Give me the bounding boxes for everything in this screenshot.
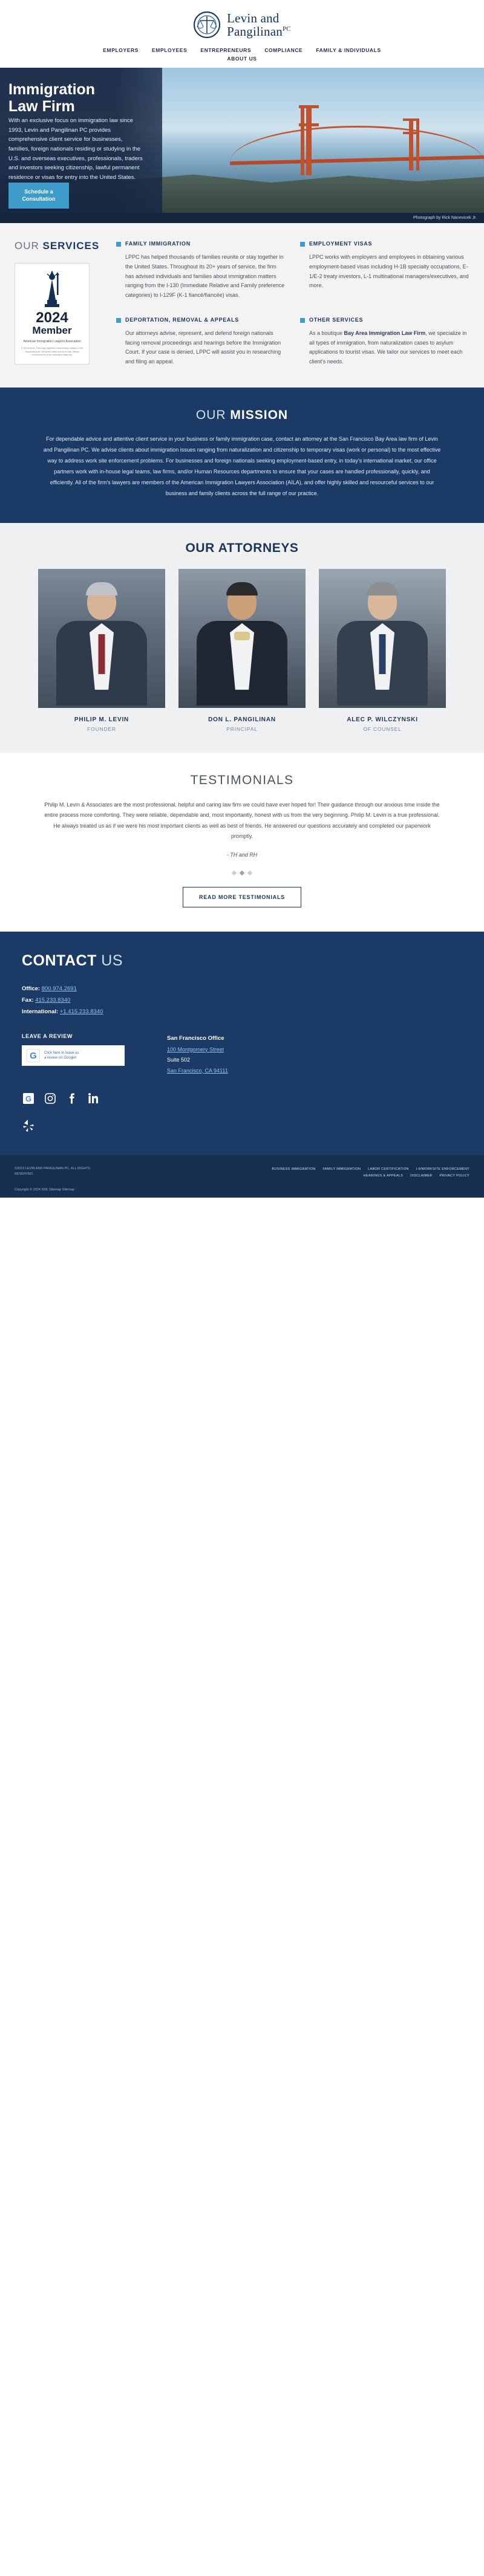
nav-item-about-us[interactable]: ABOUT US [227,56,257,62]
attorney-card[interactable] [178,569,306,732]
service-body: Our attorneys advise, represent, and defend foreign nationals facing removal proceedings and hearings before the Immigration Court. If your case is denied, LPPC will assist you in researching and filing an appeal. [125,329,281,365]
square-bullet-icon [300,318,305,323]
square-bullet-icon [116,242,121,247]
site-footer [0,1155,484,1198]
testimonial-pagination [42,871,442,875]
hero-description: With an exclusive focus on immigration law since 1993, Levin and Pangilinan PC provides comprehensive client service for businesses, families, foreign nationals residing or studying in the U.S. and overseas executives, professionals, traders and investors seeking citizenship, lawful permanent residence or visas for entry into the United States. [8,117,143,181]
hero-title-line-1: Immigration [8,81,96,98]
attorney-card[interactable] [38,569,165,732]
bridge-tower-near-crossbeam-1 [299,105,319,108]
contact-fax-line [22,994,462,1006]
yelp-icon [22,1118,35,1134]
leave-review-label: LEAVE A REVIEW [22,1033,73,1040]
footer-links-row-2 [266,1173,469,1179]
hero-banner [0,68,484,213]
google-review-button[interactable] [22,1045,125,1066]
square-bullet-icon [116,318,121,323]
footer-link-labor-certification[interactable]: LABOR CERTIFICATION [368,1167,409,1172]
mission-body: For dependable advice and attentive client service in your business or family immigration case, contact an attorney at the San Francisco Bay Area law firm of Levin and Pangilinan PC. We advise clients about immigration issues ranging from naturalization and citizenship to temporary visas (work or personal) to the most effective way to address work site enforcement problems. For businesses and foreign nationals seeking employment-based entry, in today's international market, our office partners work with in-house legal teams, law firms, and/or Human Resources departments to ensure that your cases are handled professionally, quickly, and efficiently. All of the firm's lawyers are members of the American Immigration Lawyers Association (AILA), and offer highly skilled and resourceful services to our business and family clients across the full range of our practice. [43,435,441,496]
google-review-text [44,1051,79,1060]
google-icon[interactable] [22,1092,35,1105]
contact-columns [22,1033,462,1076]
services-left-column [15,240,105,367]
sub-navigation [0,54,484,68]
photo-credit: Photograph by Rick Nanevicek Jr. [0,213,484,223]
contact-fax-number[interactable]: 415.233.8340 [35,997,71,1004]
service-body [300,329,469,367]
footer-link-i9-worksite-enforcement[interactable]: I-9/WORKSITE ENFORCEMENT [416,1167,469,1172]
statue-of-liberty-icon [20,270,84,307]
yelp-link[interactable] [22,1118,462,1137]
badge-association: American Immigration Lawyers Association [23,339,81,343]
badge-disclaimer: © 2024 AILA. This logo signifies membership status in the Association for the year noted and is not an official endorsement of an individual attorney. [21,346,83,357]
testimonials-section [0,753,484,932]
read-more-testimonials-button[interactable]: READ MORE TESTIMONIALS [183,887,301,907]
service-body-emphasis: Bay Area Immigration Law Firm [344,329,426,336]
google-review-line-1: Click here to leave us [44,1051,79,1055]
testimonial-author: - TH and RH [226,852,258,858]
service-card-other-services[interactable] [300,316,469,367]
bridge-tower-near-b [301,105,304,175]
pagination-dot-3[interactable] [247,871,252,875]
contact-office-phone[interactable]: 800.974.2691 [41,985,77,993]
instagram-icon[interactable] [44,1092,57,1105]
service-body: LPPC has helped thousands of families reunite or stay together in the United States. Throughout its 20+ years of service, the firm has advised individuals and families about immigration matters ranging from the I-130 (Immediate Relative and Family preference categories) to I-129F (K-1 fiancé/fiancée) visas. [125,254,285,299]
attorney-card[interactable] [319,569,446,732]
footer-links-row-1 [266,1166,469,1173]
bridge-tower-near-crossbeam-2 [299,123,319,126]
review-column [22,1033,143,1076]
service-card-deportation-removal-appeals[interactable] [116,316,286,367]
services-title-plain: OUR [15,240,43,251]
site-header [0,0,484,68]
footer-bottom-bar: Copyright © 2024 XML Sitemap Sitemap [15,1188,74,1192]
nav-item-entrepreneurs[interactable]: ENTREPRENEURS [200,47,252,53]
address-line-3[interactable] [167,1066,228,1077]
attorney-photo [319,569,446,708]
contact-intl-label: International: [22,1008,59,1016]
footer-link-business-immigration[interactable]: BUSINESS IMMIGRATION [272,1167,316,1172]
attorney-photo [38,569,165,708]
bridge-tower-far-b [416,118,419,170]
service-card-family-immigration[interactable] [116,240,286,300]
google-review-line-2: a review on Google! [44,1056,77,1060]
logo-wordmark [227,11,291,38]
contact-title-plain: US [101,952,123,970]
facebook-icon[interactable] [65,1092,79,1105]
footer-link-disclaimer[interactable]: DISCLAIMER [410,1174,433,1178]
service-title: DEPORTATION, REMOVAL & APPEALS [125,316,240,323]
office-name: San Francisco Office [167,1035,224,1042]
service-title: OTHER SERVICES [309,316,364,323]
attorney-name: ALEC P. WILCZYNSKI [347,716,418,723]
logo-line-1: Levin and [227,10,280,25]
social-links [22,1092,462,1105]
mission-title-bold: MISSION [230,407,289,422]
mission-title-plain: OUR [195,407,231,422]
office-address-column [167,1033,228,1076]
service-title: FAMILY IMMIGRATION [125,241,191,247]
linkedin-icon[interactable] [87,1092,100,1105]
services-section [0,223,484,388]
svg-text:G: G [25,1094,32,1104]
attorneys-section [0,523,484,753]
pagination-dot-1[interactable] [232,871,237,875]
attorney-photo [178,569,306,708]
main-navigation [0,45,484,54]
mission-section [0,388,484,523]
attorney-name: PHILIP M. LEVIN [74,716,129,723]
attorney-name: DON L. PANGILINAN [208,716,276,723]
bridge-tower-near [306,105,312,175]
badge-year: 2024 [36,310,68,326]
bridge-tower-far-crossbeam-1 [403,118,419,121]
service-body-pre: As a boutique [309,329,344,336]
service-card-employment-visas[interactable] [300,240,469,300]
footer-copyright: ©2023 LEVIN AND PANGILINAN PC. ALL RIGHTS RESERVED. [15,1167,90,1176]
contact-intl-number[interactable]: +1.415.233.8340 [59,1008,103,1016]
contact-international-line [22,1006,462,1017]
nav-item-employers[interactable]: EMPLOYERS [103,47,139,53]
contact-fax-label: Fax: [22,997,34,1004]
schedule-consultation-button[interactable] [8,183,69,209]
nav-item-family-individuals[interactable]: FAMILY & INDIVIDUALS [316,47,381,53]
attorney-role: FOUNDER [87,725,116,732]
schedule-consultation-line-1: Schedule a [24,189,53,195]
services-grid [116,240,469,367]
service-body-post: , we specialize in all types of immigration, from naturalization cases to asylum applications to tourist visas. We tailor our services to meet each client's needs. [309,329,467,365]
testimonials-title: TESTIMONIALS [190,773,294,787]
contact-office-line [22,983,462,994]
footer-link-family-immigration[interactable]: FAMILY IMMIGRATION [322,1167,361,1172]
footer-link-hearings-appeals[interactable]: HEARINGS & APPEALS [363,1174,404,1178]
footer-link-privacy-policy[interactable]: PRIVACY POLICY [439,1174,469,1178]
address-city-link[interactable]: San Francisco, CA 94111 [167,1067,228,1074]
nav-item-employees[interactable]: EMPLOYEES [152,47,188,53]
service-body: LPPC works with employers and employees in obtaining various employment-based visas including H-1B specialty occupations, E-1/E-2 treaty investors, L-1 multinational managers/executives, and more. [309,254,469,289]
footer-links [266,1166,469,1179]
square-bullet-icon [300,242,305,247]
address-street-link[interactable]: 100 Montgomery Street [167,1046,224,1053]
pagination-dot-2[interactable] [240,871,244,875]
testimonial-quote: Philip M. Levin & Associates are the most professional, helpful and caring law firm we could have ever hoped for! Their guidance through our anxious time inside the entire process more comforting. They were reliable, dependable and, most importantly, honest with us from the very beginning. Philip M. Levin is a true professional. He always treated us as if we were his most important clients as well as best of friends. He answered our questions accurately and completed our paperwork promptly. [44,801,440,840]
mission-title [42,408,442,423]
attorneys-title: OUR ATTORNEYS [185,540,299,555]
contact-office-label: Office: [22,985,41,993]
nav-item-compliance[interactable]: COMPLIANCE [264,47,303,53]
google-g-icon: G [27,1049,40,1062]
hero-title [8,81,160,115]
aila-member-badge [15,263,90,365]
bridge-tower-far [409,118,413,170]
service-title: EMPLOYMENT VISAS [309,241,373,247]
attorneys-grid [15,569,469,732]
contact-title-bold: CONTACT [22,952,102,970]
schedule-consultation-line-2: Consultation [22,195,56,202]
page-root [0,0,484,1198]
scales-circle-logo-icon [193,11,221,39]
bridge-tower-far-crossbeam-2 [403,132,419,134]
logo-suffix: PC [282,25,291,33]
contact-details [22,983,462,1017]
services-title-bold: SERVICES [42,240,100,251]
attorney-role: OF COUNSEL [363,725,402,732]
badge-member-label: Member [32,325,72,336]
logo-line-2: Pangilinan [227,24,283,39]
address-line-2: Suite 502 [167,1057,191,1063]
contact-title [22,952,462,970]
hero-title-line-2: Law Firm [8,98,75,115]
attorney-role: PRINCIPAL [226,725,258,732]
address-line-1[interactable] [167,1045,228,1056]
services-title [15,240,105,252]
contact-section [0,932,484,1155]
site-logo[interactable] [0,7,484,45]
